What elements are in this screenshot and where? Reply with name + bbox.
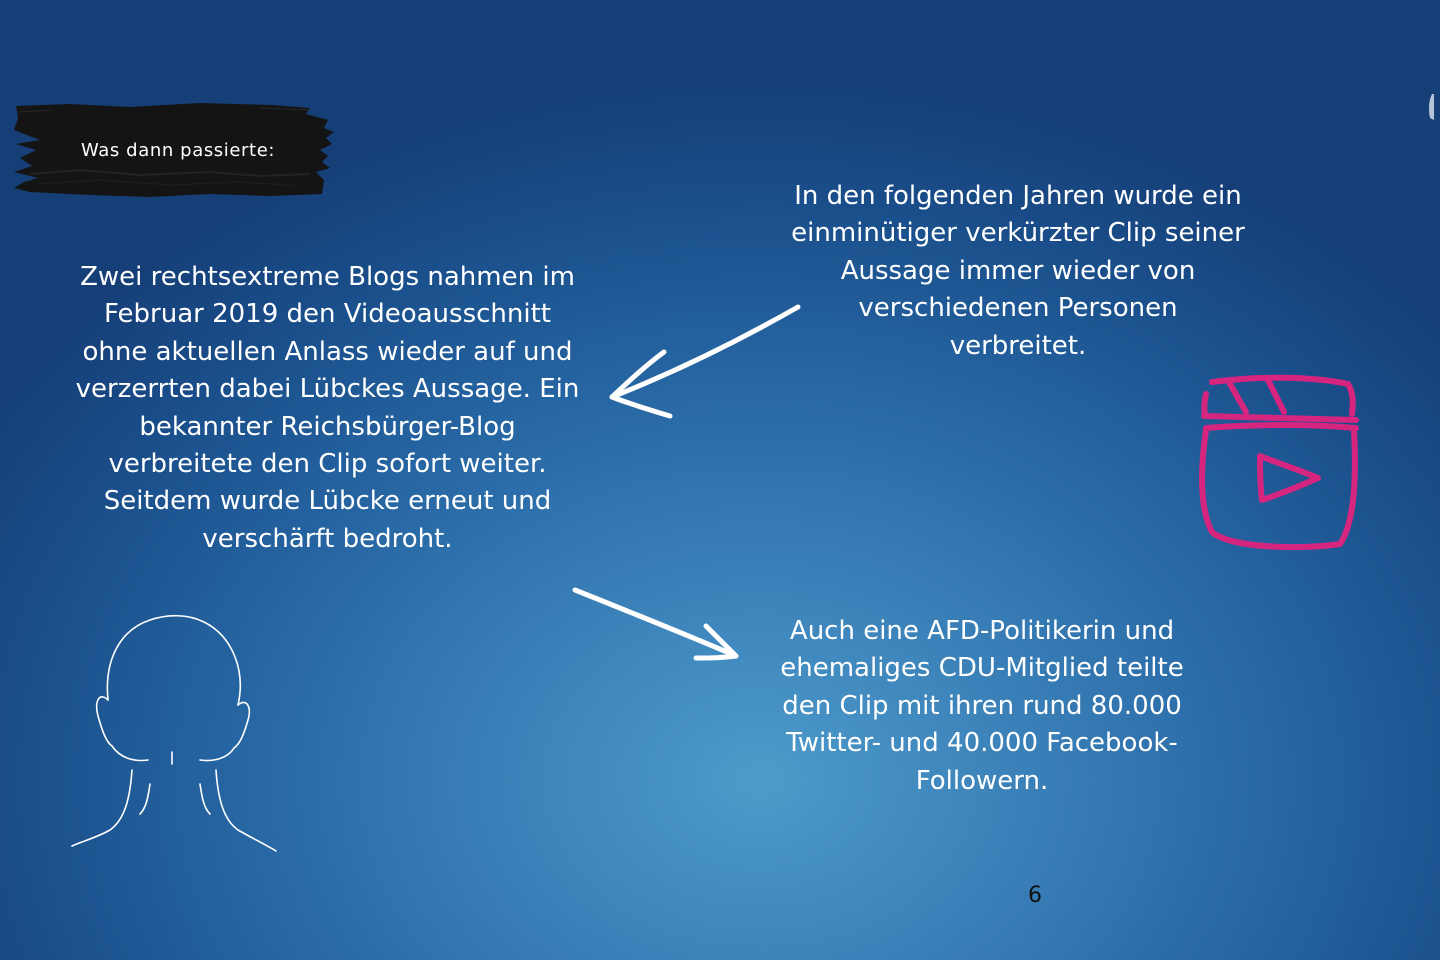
corner-decoration: [1426, 92, 1436, 122]
paragraph-blogs: Zwei rechtsextreme Blogs nahmen im Februar 2019 den Videoausschnitt ohne aktuellen Anlass wieder auf und verzerrten dabei Lübckes Aussage. Ein bekannter Reichsbürger-Blog verbreitete den Clip sofort weiter. Seitdem wurde Lübcke erneut und verschärft bedroht.: [75, 262, 580, 554]
paragraph-clip-spread: In den folgenden Jahren wurde ein einminütiger verkürzter Clip seiner Aussage immer wieder von verschiedenen Personen verbreitet.: [791, 181, 1245, 361]
section-tag-label: Was dann passierte:: [81, 140, 276, 161]
page-number: 6: [1028, 883, 1042, 908]
paragraph-afd-politician: Auch eine AFD-Politikerin und ehemaliges CDU-Mitglied teilte den Clip mit ihren rund 80.000 Twitter- und 40.000 Facebook-Followern.: [780, 616, 1184, 796]
